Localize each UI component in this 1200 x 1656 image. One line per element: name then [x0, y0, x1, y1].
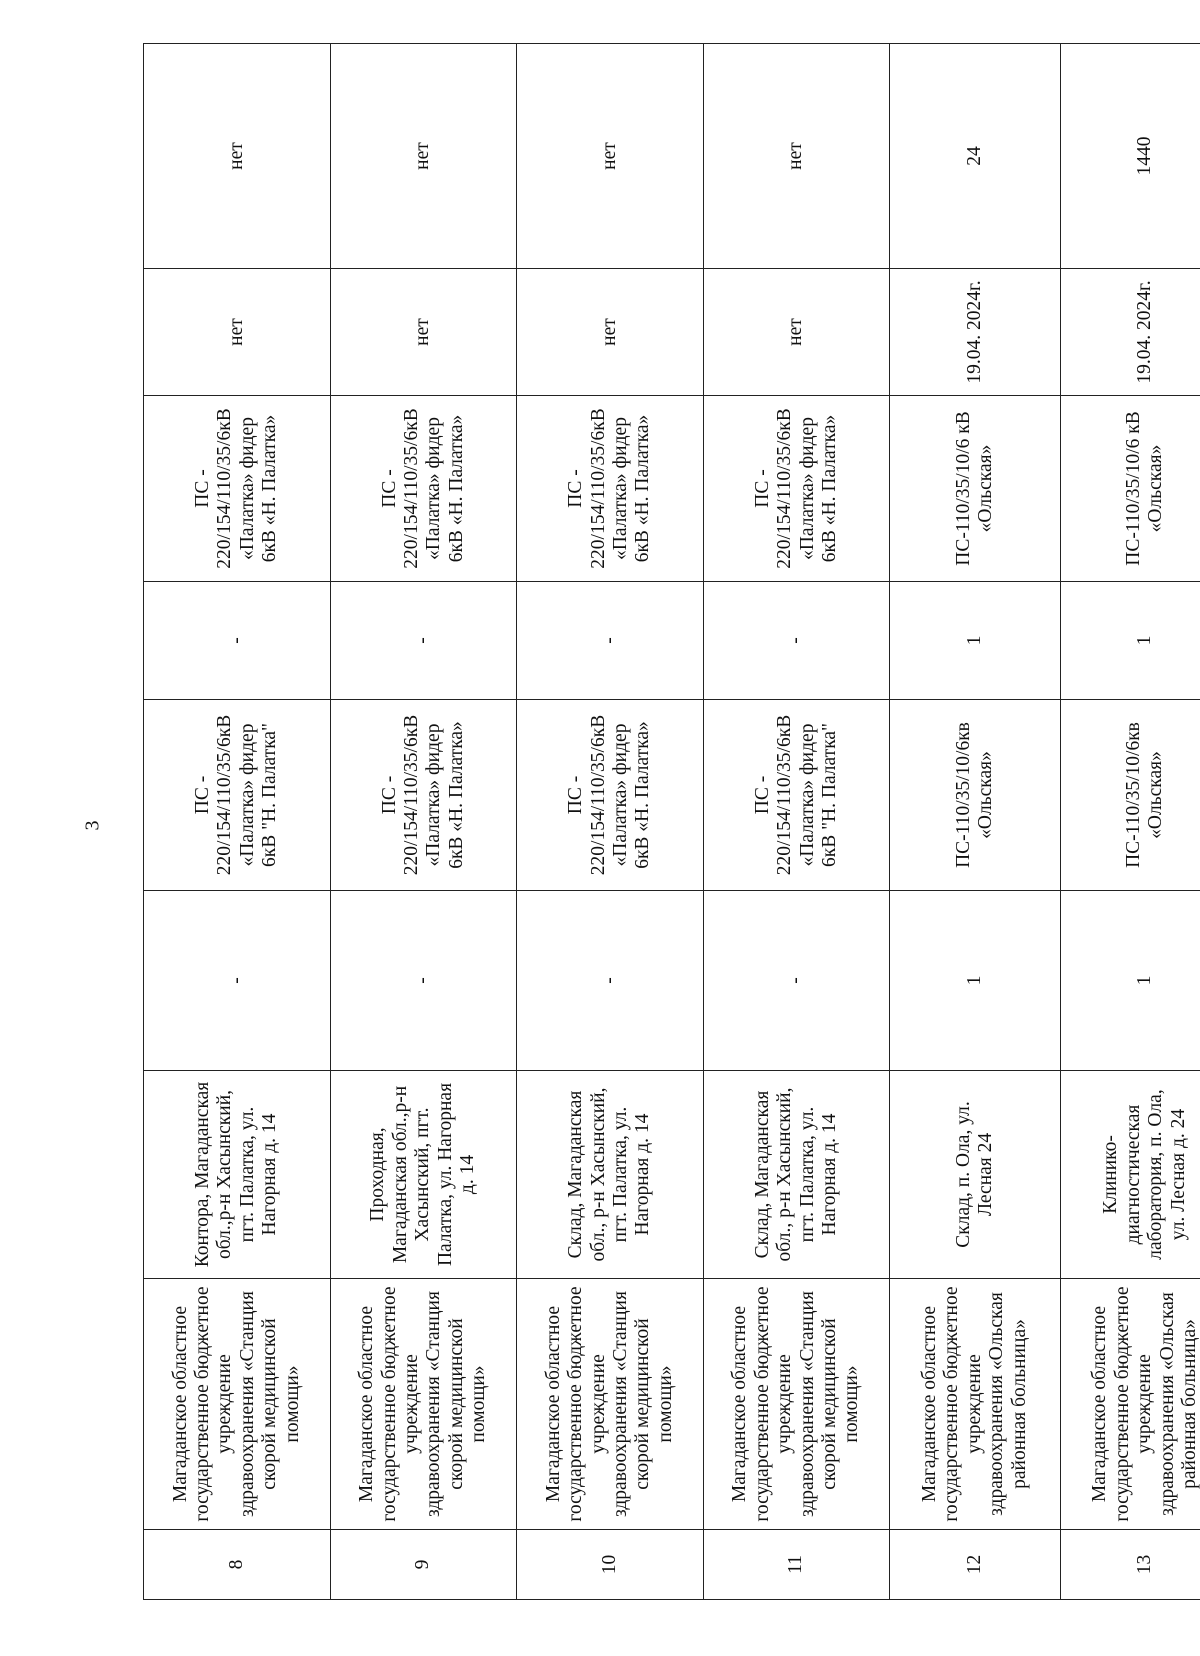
date-cell: нет: [144, 269, 331, 396]
duration-cell: нет: [703, 44, 890, 269]
qty-cell-1: 1: [890, 891, 1060, 1071]
power-source-cell-1: ПС-110/35/10/6кв «Ольская»: [890, 700, 1060, 891]
date-cell: 19.04. 2024г.: [1060, 269, 1200, 396]
table-row: [330, 44, 517, 1600]
power-source-cell-2: ПС-110/35/10/6 кВ «Ольская»: [1060, 396, 1200, 582]
table-row: [703, 44, 890, 1600]
power-source-cell-1: ПС - 220/154/110/35/6кВ «Палатка» фидер 6кВ «Н. Палатка»: [517, 700, 704, 891]
organization-cell: Магаданское областное государственное бюджетное учреждение здравоохранения «Ольская районная больница»: [1060, 1279, 1200, 1530]
power-source-cell-2: ПС - 220/154/110/35/6кВ «Палатка» фидер 6кВ «Н. Палатка»: [330, 396, 517, 582]
date-cell: нет: [703, 269, 890, 396]
power-source-cell-1: ПС - 220/154/110/35/6кВ «Палатка» фидер 6кВ "Н. Палатка": [144, 700, 331, 891]
qty-cell-2: 1: [890, 582, 1060, 700]
qty-cell-2: -: [330, 582, 517, 700]
row-number: 8: [144, 1530, 331, 1600]
qty-cell-1: -: [144, 891, 331, 1071]
duration-cell: нет: [517, 44, 704, 269]
power-source-cell-2: ПС - 220/154/110/35/6кВ «Палатка» фидер 6кВ «Н. Палатка»: [517, 396, 704, 582]
organization-cell: Магаданское областное государственное бюджетное учреждение здравоохранения «Станция скорой медицинской помощи»: [703, 1279, 890, 1530]
object-address-cell: Склад, Магаданская обл., р-н Хасынский, пгт. Палатка, ул. Нагорная д. 14: [703, 1071, 890, 1279]
qty-cell-2: -: [517, 582, 704, 700]
power-source-cell-1: ПС - 220/154/110/35/6кВ «Палатка» фидер 6кВ "Н. Палатка": [703, 700, 890, 891]
table-row: [890, 44, 1060, 1600]
qty-cell-1: -: [703, 891, 890, 1071]
row-number: 10: [517, 1530, 704, 1600]
duration-cell: нет: [330, 44, 517, 269]
table-row: [144, 44, 331, 1600]
object-address-cell: Контора, Магаданская обл.,р-н Хасынский, пгт. Палатка, ул. Нагорная д. 14: [144, 1071, 331, 1279]
organization-cell: Магаданское областное государственное бюджетное учреждение здравоохранения «Станция скорой медицинской помощи»: [330, 1279, 517, 1530]
qty-cell-2: -: [703, 582, 890, 700]
power-source-cell-1: ПС-110/35/10/6кв «Ольская»: [1060, 700, 1200, 891]
registry-table: [143, 43, 1200, 1600]
date-cell: нет: [330, 269, 517, 396]
page-number: 3: [81, 820, 104, 831]
row-number: 9: [330, 1530, 517, 1600]
table-row: [1060, 44, 1200, 1600]
object-address-cell: Клинико-диагностическая лаборатория, п. Ола, ул. Лесная д. 24: [1060, 1071, 1200, 1279]
qty-cell-1: 1: [1060, 891, 1200, 1071]
qty-cell-2: -: [144, 582, 331, 700]
duration-cell: нет: [144, 44, 331, 269]
qty-cell-2: 1: [1060, 582, 1200, 700]
qty-cell-1: -: [330, 891, 517, 1071]
organization-cell: Магаданское областное государственное бюджетное учреждение здравоохранения «Станция скорой медицинской помощи»: [144, 1279, 331, 1530]
duration-cell: 24: [890, 44, 1060, 269]
table-row: [517, 44, 704, 1600]
row-number: 13: [1060, 1530, 1200, 1600]
organization-cell: Магаданское областное государственное бюджетное учреждение здравоохранения «Ольская районная больница»: [890, 1279, 1060, 1530]
row-number: 12: [890, 1530, 1060, 1600]
qty-cell-1: -: [517, 891, 704, 1071]
power-source-cell-2: ПС - 220/154/110/35/6кВ «Палатка» фидер 6кВ «Н. Палатка»: [144, 396, 331, 582]
object-address-cell: Склад, п. Ола, ул. Лесная 24: [890, 1071, 1060, 1279]
date-cell: нет: [517, 269, 704, 396]
object-address-cell: Проходная, Магаданская обл.,р-н Хасынский, пгт. Палатка, ул. Нагорная д. 14: [330, 1071, 517, 1279]
power-source-cell-2: ПС - 220/154/110/35/6кВ «Палатка» фидер 6кВ «Н. Палатка»: [703, 396, 890, 582]
organization-cell: Магаданское областное государственное бюджетное учреждение здравоохранения «Станция скорой медицинской помощи»: [517, 1279, 704, 1530]
table-area: [143, 44, 1200, 1600]
duration-cell: 1440: [1060, 44, 1200, 269]
row-number: 11: [703, 1530, 890, 1600]
power-source-cell-2: ПС-110/35/10/6 кВ «Ольская»: [890, 396, 1060, 582]
power-source-cell-1: ПС - 220/154/110/35/6кВ «Палатка» фидер 6кВ «Н. Палатка»: [330, 700, 517, 891]
date-cell: 19.04. 2024г.: [890, 269, 1060, 396]
object-address-cell: Склад, Магаданская обл., р-н Хасынский, пгт. Палатка, ул. Нагорная д. 14: [517, 1071, 704, 1279]
